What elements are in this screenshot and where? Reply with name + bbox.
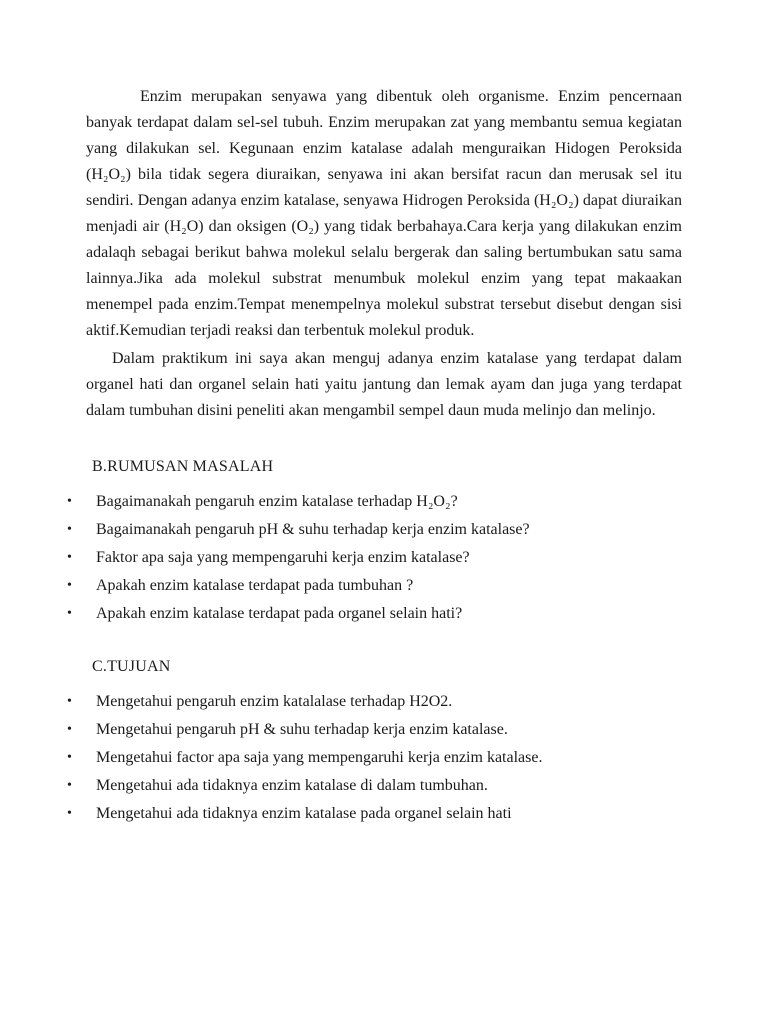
section-heading-rumusan-masalah: B.RUMUSAN MASALAH [92,458,274,475]
list-item-text: Faktor apa saja yang mempengaruhi kerja enzim katalase? [96,549,470,566]
bullet-dot: • [67,550,72,565]
list-item [67,800,682,828]
list-item-text: Bagaimanakah pengaruh enzim katalase terhadap H₂O₂? [96,493,458,510]
list-item [67,772,682,800]
tujuan-list [67,688,682,828]
intro-paragraph: Enzim merupakan senyawa yang dibentuk oleh organisme. Enzim pencernaan banyak terdapat dalam sel-sel tubuh. Enzim merupakan zat yang membantu semua kegiatan yang dilakukan sel. Kegunaan enzim katalase adalah menguraikan Hidogen Peroksida (H₂O₂) bila tidak segera diuraikan, senyawa ini akan bersifat racun dan merusak sel itu sendiri. Dengan adanya enzim katalase, senyawa Hidrogen Peroksida (H₂O₂) dapat diuraikan menjadi air (H₂O) dan oksigen (O₂) yang tidak berbahaya.Cara kerja yang dilakukan enzim adalaqh sebagai berikut bahwa molekul selalu bergerak dan saling bertumbukan satu sama lainnya.Jika ada molekul substrat menumbuk molekul enzim yang tepat makaakan menempel pada enzim.Tempat menempelnya molekul substrat tersebut disebut dengan sisi aktif.Kemudian terjadi reaksi dan terbentuk molekul produk. [86,88,682,339]
praktikum-paragraph: Dalam praktikum ini saya akan menguj adanya enzim katalase yang terdapat dalam organel hati dan organel selain hati yaitu jantung dan lemak ayam dan juga yang terdapat dalam tumbuhan disini peneliti akan mengambil sempel daun muda melinjo dan melinjo. [86,350,682,419]
list-item [67,600,682,628]
list-item [67,744,682,772]
bullet-dot: • [67,806,72,821]
list-item-text: Apakah enzim katalase terdapat pada organel selain hati? [96,605,463,622]
rumusan-masalah-list [67,488,682,628]
list-item [67,716,682,744]
list-item-text: Mengetahui ada tidaknya enzim katalase di dalam tumbuhan. [96,777,488,794]
list-item-text: Mengetahui pengaruh enzim katalalase terhadap H2O2. [96,693,453,710]
list-item [67,688,682,716]
list-item-text: Bagaimanakah pengaruh pH & suhu terhadap kerja enzim katalase? [96,521,530,538]
list-item-text: Mengetahui ada tidaknya enzim katalase pada organel selain hati [96,805,512,822]
section-heading-tujuan: C.TUJUAN [92,658,171,675]
bullet-dot: • [67,694,72,709]
bullet-dot: • [67,606,72,621]
bullet-dot: • [67,722,72,737]
list-item-text: Mengetahui pengaruh pH & suhu terhadap kerja enzim katalase. [96,721,508,738]
bullet-dot: • [67,494,72,509]
list-item-text: Mengetahui factor apa saja yang mempengaruhi kerja enzim katalase. [96,749,543,766]
bullet-dot: • [67,522,72,537]
list-item [67,488,682,516]
list-item [67,572,682,600]
list-item-text: Apakah enzim katalase terdapat pada tumbuhan ? [96,577,414,594]
bullet-dot: • [67,578,72,593]
list-item [67,516,682,544]
bullet-dot: • [67,778,72,793]
list-item [67,544,682,572]
bullet-dot: • [67,750,72,765]
